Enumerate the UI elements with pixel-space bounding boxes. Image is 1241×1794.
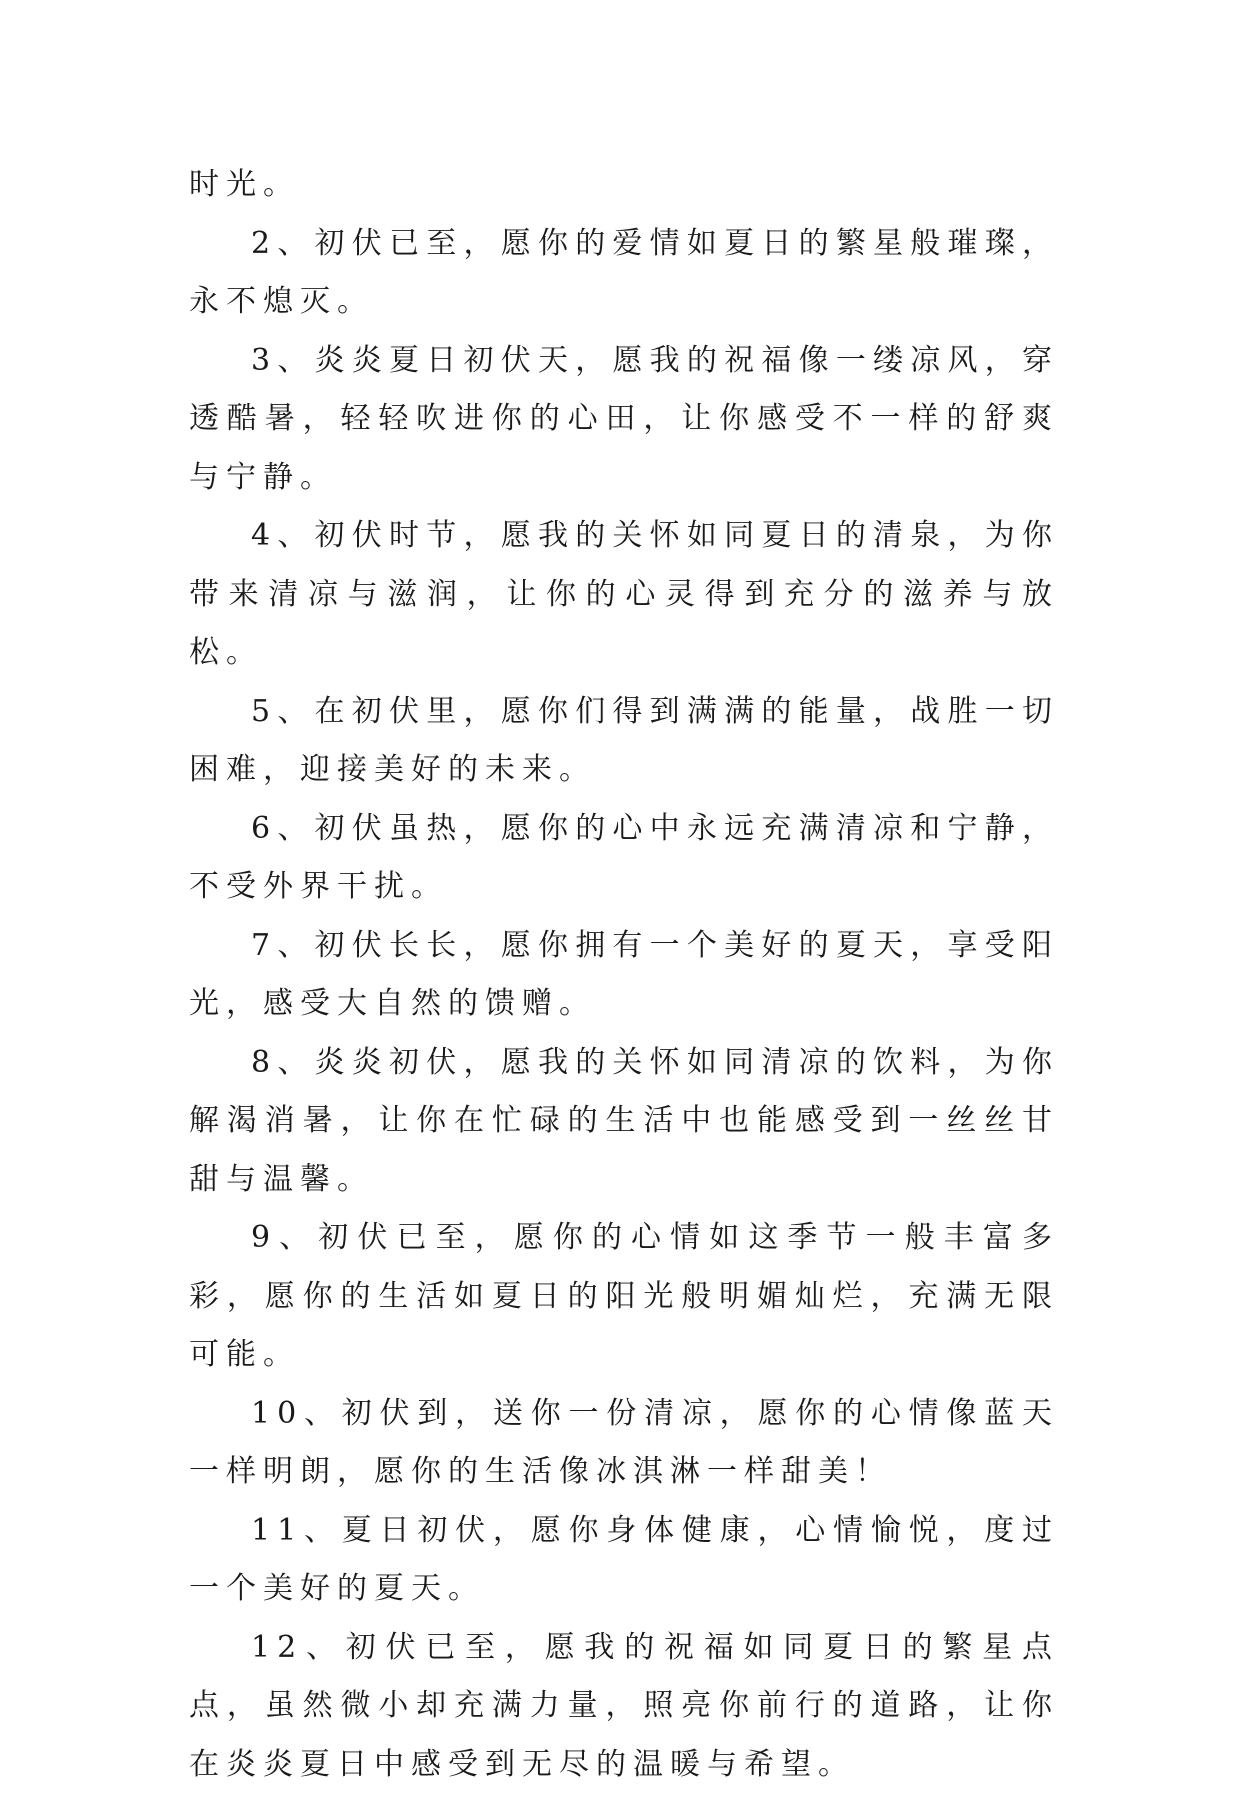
paragraph-item-3: 3、炎炎夏日初伏天，愿我的祝福像一缕凉风，穿透酷暑，轻轻吹进你的心田，让你感受不一样的舒爽与宁静。: [189, 332, 1059, 508]
paragraph-item-4: 4、初伏时节，愿我的关怀如同夏日的清泉，为你带来清凉与滋润，让你的心灵得到充分的滋养与放松。: [189, 507, 1059, 683]
paragraph-item-2: 2、初伏已至，愿你的爱情如夏日的繁星般璀璨，永不熄灭。: [189, 215, 1059, 332]
paragraph-item-6: 6、初伏虽热，愿你的心中永远充满清凉和宁静，不受外界干扰。: [189, 800, 1059, 917]
paragraph-continuation: 时光。: [189, 156, 1059, 215]
paragraph-item-11: 11、夏日初伏，愿你身体健康，心情愉悦，度过一个美好的夏天。: [189, 1502, 1059, 1619]
paragraph-item-8: 8、炎炎初伏，愿我的关怀如同清凉的饮料，为你解渴消暑，让你在忙碌的生活中也能感受到一丝丝甘甜与温馨。: [189, 1034, 1059, 1210]
paragraph-item-7: 7、初伏长长，愿你拥有一个美好的夏天，享受阳光，感受大自然的馈赠。: [189, 917, 1059, 1034]
paragraph-item-10: 10、初伏到，送你一份清凉，愿你的心情像蓝天一样明朗，愿你的生活像冰淇淋一样甜美！: [189, 1385, 1059, 1502]
paragraph-item-5: 5、在初伏里，愿你们得到满满的能量，战胜一切困难，迎接美好的未来。: [189, 683, 1059, 800]
document-body: [189, 156, 1059, 1794]
paragraph-item-9: 9、初伏已至，愿你的心情如这季节一般丰富多彩，愿你的生活如夏日的阳光般明媚灿烂，充满无限可能。: [189, 1209, 1059, 1385]
paragraph-item-12: 12、初伏已至，愿我的祝福如同夏日的繁星点点，虽然微小却充满力量，照亮你前行的道路，让你在炎炎夏日中感受到无尽的温暖与希望。: [189, 1619, 1059, 1794]
